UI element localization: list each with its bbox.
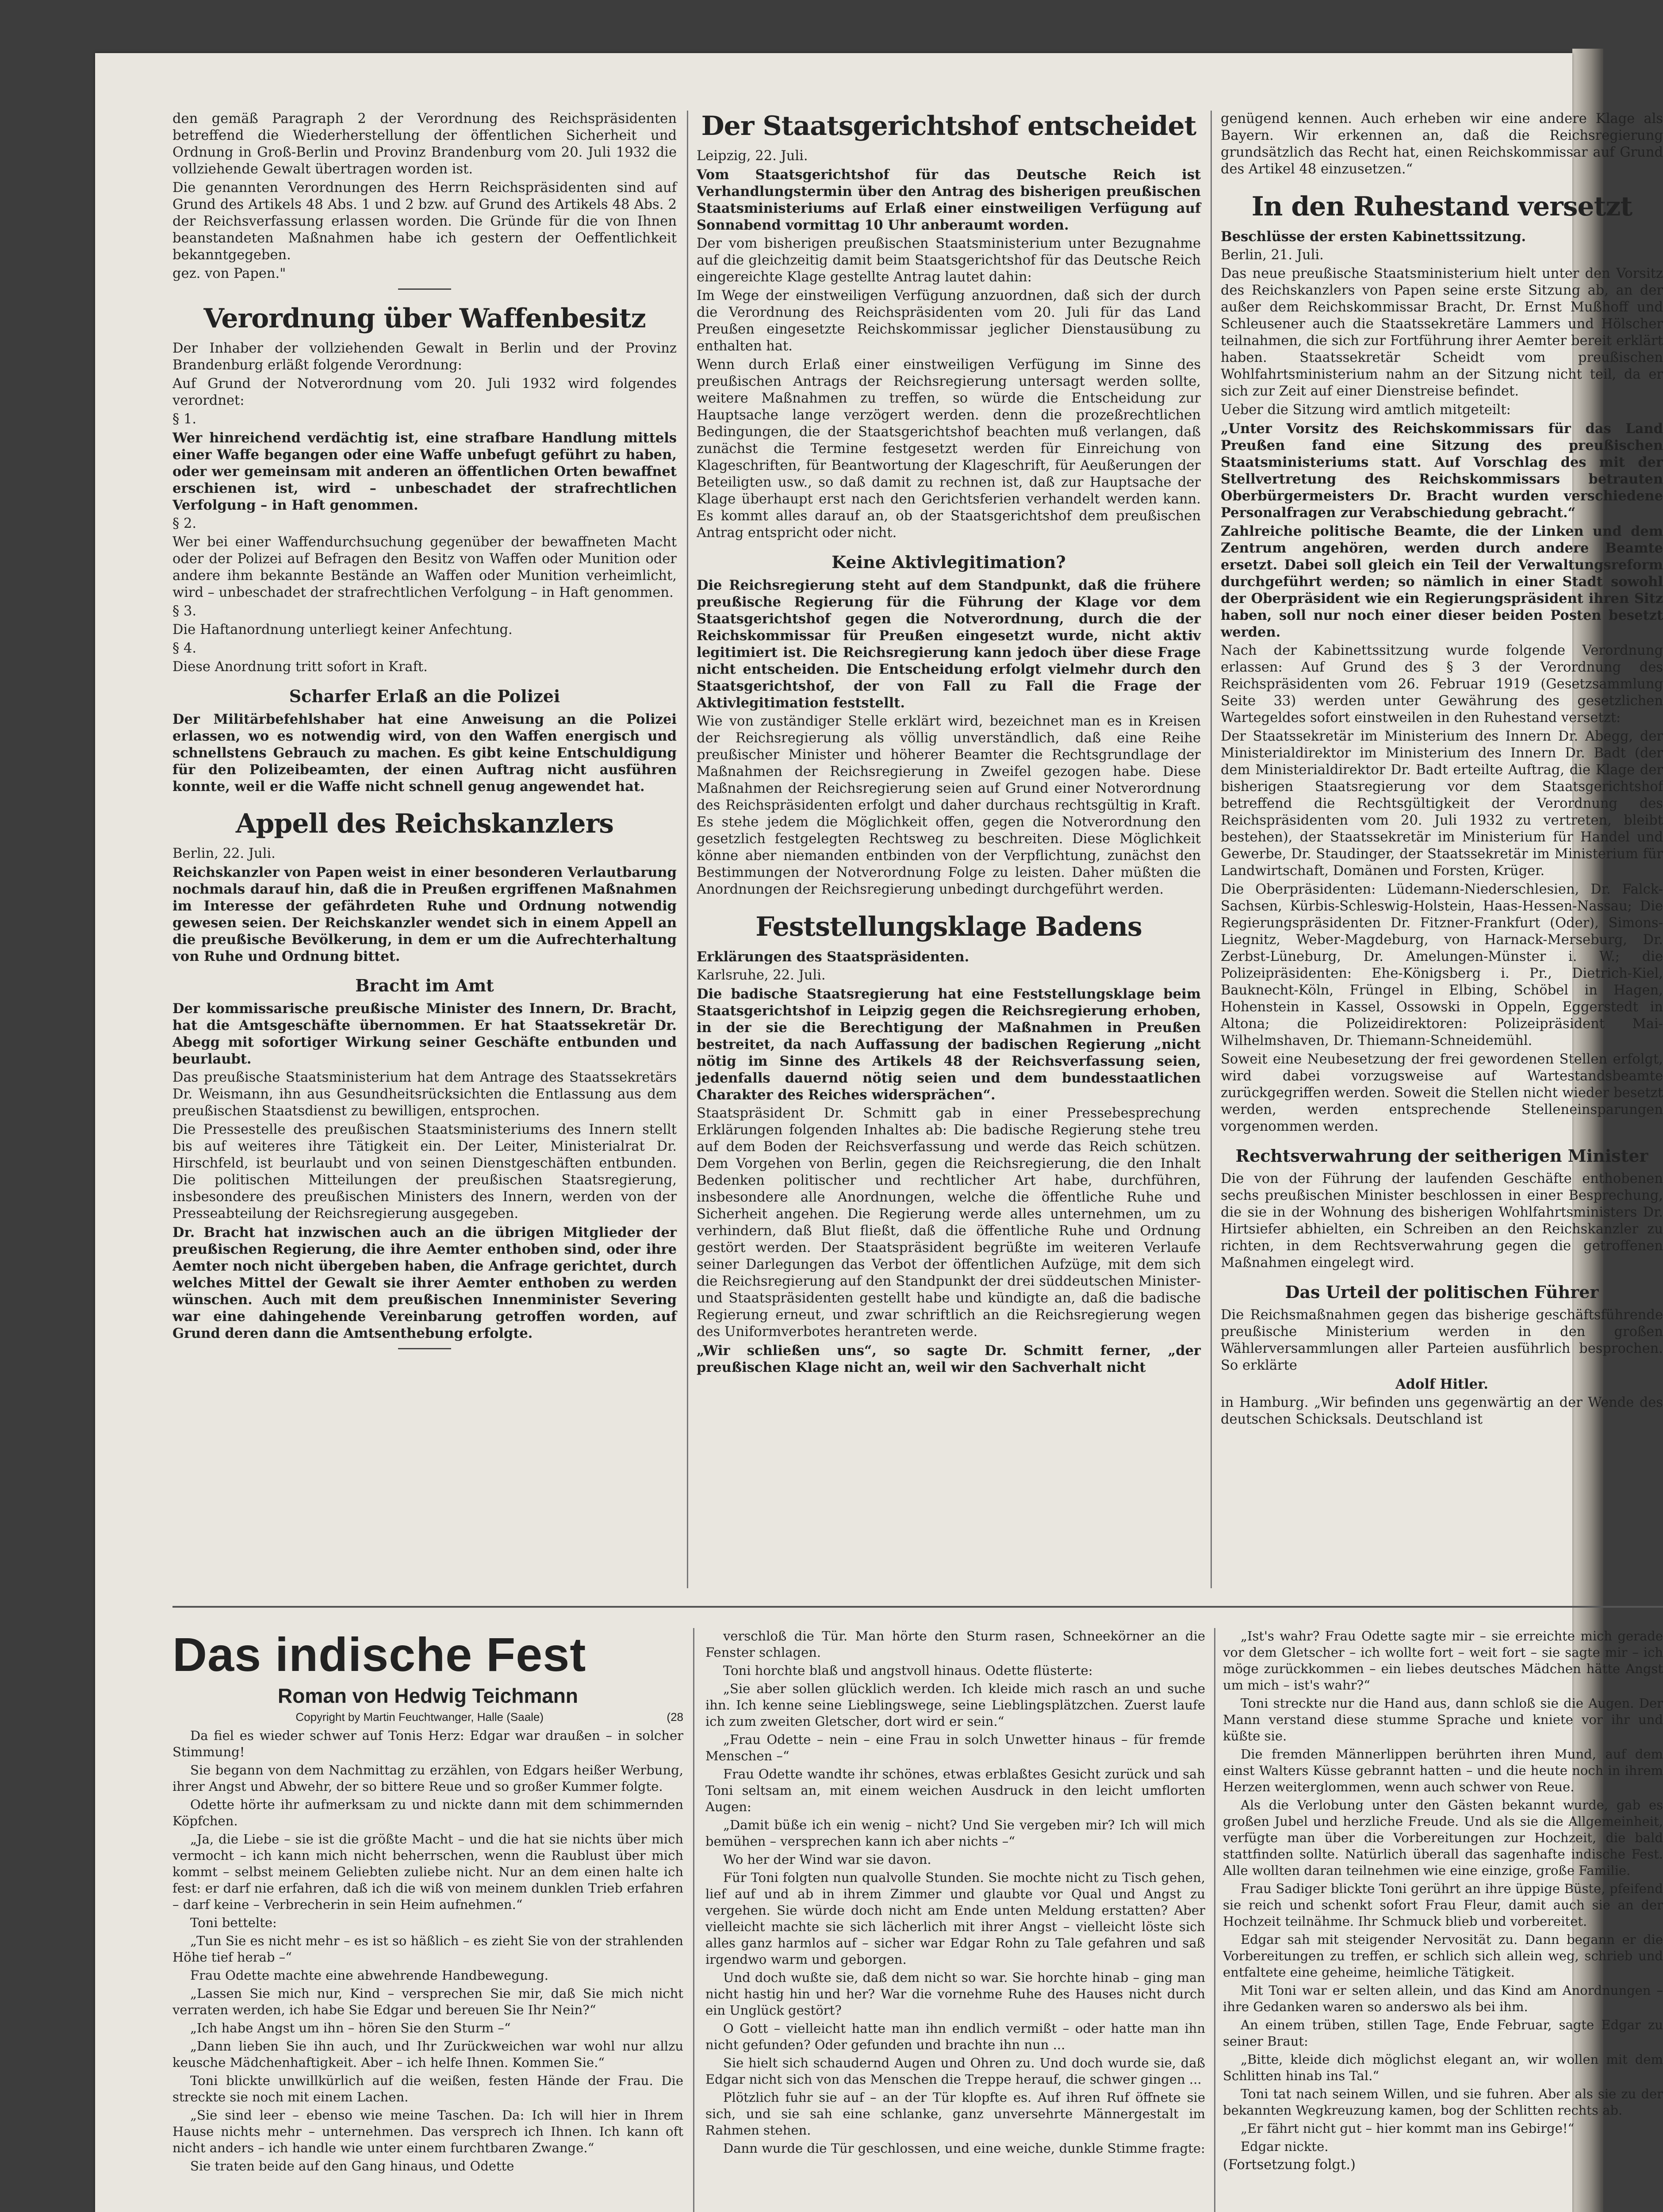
headline: Keine Aktivlegitimation? [832, 552, 1066, 572]
headline: Das Urteil der politischen Führer [1285, 1282, 1599, 1302]
paragraph: Wer bei einer Waffendurchsuchung gegenüber der bewaffneten Macht oder der Polizei auf Befragen den Besitz von Waffen oder Munition oder andere ihm bekannte Bestände an Waffen oder Munition verheimlicht, wird – unbeschadet der strafrechtlichen Verfolgung – in Haft genommen. [172, 534, 677, 600]
novel-paragraph: Toni bettelte: [190, 1915, 277, 1930]
novel-author: Roman von Hedwig Teichmann [278, 1684, 578, 1707]
section-mark: § 3. [172, 603, 197, 619]
novel-paragraph: Toni blickte unwillkürlich auf die weißen, festen Hände der Frau. Die streckte sie noch mit einem Lachen. [172, 2073, 683, 2104]
continuation-note: (Fortsetzung folgt.) [1223, 2157, 1356, 2173]
column-2 [697, 111, 1201, 1601]
paragraph: Nach der Kabinettssitzung wurde folgende Verordnung erlassen: Auf Grund des § 3 der Verordnung des Reichspräsidenten vom 26. Februar 1919 (Gesetzsammlung Seite 33) werden unter Gewährung des gesetzlichen Wartegeldes sofort einstweilen in den Ruhestand versetzt: [1221, 643, 1663, 726]
novel-paragraph: Sie hielt sich schaudernd Augen und Ohren zu. Und doch wurde sie, daß Edgar nicht sich von das Menschen die Treppe herauf, die schwer gingen ... [705, 2055, 1205, 2087]
paragraph: Die badische Staatsregierung hat eine Feststellungsklage beim Staatsgerichtshof in Leipzig gegen die Reichsregierung erhoben, in der sie die Berechtigung der Maßnahmen in Preußen bestreitet, da nach Auffassung der badischen Regierung „nicht nötig im Sinne des Artikels 48 der Reichsverfassung seien, jedenfalls dauernd nötig seien und dem bundesstaatlichen Charakter des Reiches widersprächen“. [697, 986, 1201, 1103]
dateline: Berlin, 21. Juli. [1221, 247, 1324, 263]
paragraph: Dr. Bracht hat inzwischen auch an die übrigen Mitglieder der preußischen Regierung, die ihre Aemter enthoben sind, oder ihre Aemter noch nicht übergeben haben, die Anfrage gerichtet, durch welches Mittel der Gewalt sie ihrer Aemter enthoben zu werden wünschen. Auch mit dem preußischen Innenminister Severing war eine dahingehende Vereinbarung getroffen worden, auf Grund deren dann die Amtsenthebung erfolgte. [172, 1225, 677, 1341]
novel-paragraph: Als die Verlobung unter den Gästen bekannt wurde, gab es großen Jubel und herzliche Freude. Und als sie die Allgemeinheit, verfügte man über die Vorbereitungen zur Hochzeit, die bald stattfinden sollte. Natürlich überall das sagenhafte indische Fest. Alle wollten daran teilnehmen wie eine einzige, große Familie. [1223, 1797, 1663, 1878]
novel-paragraph: „Dann lieben Sie ihn auch, und Ihr Zurückweichen war wohl nur allzu keusche Mädchenhaftigkeit. Aber – ich helfe Ihnen. Kommen Sie.“ [172, 2039, 683, 2070]
novel-paragraph: Und doch wußte sie, daß dem nicht so war. Sie horchte hinab – ging man nicht hastig hin und her? War die vornehme Ruhe des Hauses nicht durch ein Unglück gestört? [705, 1970, 1205, 2018]
paragraph: in Hamburg. „Wir befinden uns gegenwärtig an der Wende des deutschen Schicksals. Deutschland ist [1221, 1395, 1663, 1427]
paragraph: Der Inhaber der vollziehenden Gewalt in Berlin und der Provinz Brandenburg erläßt folgende Verordnung: [172, 341, 677, 373]
signature: gez. von Papen." [172, 266, 286, 281]
separator [398, 288, 451, 290]
novel-paragraph: „Frau Odette – nein – eine Frau in solch Unwetter hinaus – für fremde Menschen –“ [705, 1732, 1205, 1763]
paragraph: Der Militärbefehlshaber hat eine Anweisung an die Polizei erlassen, wo es notwendig wird, von den Waffen energisch und schnellstens Gebrauch zu machen. Es gibt keine Entschuldigung für den Polizeibeamten, der einen Auftrag nicht ausführen konnte, weil er die Waffe nicht schnell genug angewendet hat. [172, 711, 677, 795]
headline: Rechtsverwahrung der seitherigen Minister [1235, 1146, 1648, 1166]
paragraph: Wie von zuständiger Stelle erklärt wird, bezeichnet man es in Kreisen der Reichsregierung als völlig unverständlich, daß eine Reihe preußischer Minister und höherer Beamter die Rechtsgrundlage der Maßnahmen der Reichsregierung in Zweifel gezogen habe. Diese Maßnahmen der Reichsregierung seien auf Grund einer Notverordnung des Reichspräsidenten erfolgt und daher durchaus rechtsgültig in Kraft. Es stehe jedem die Möglichkeit offen, gegen die Notverordnung den gesetzlich festgelegten Rechtsweg zu beschreiten. Diese Möglichkeit könne aber niemanden entbinden von der Verpflichtung, zunächst den Bestimmungen der Notverordnung Folge zu leisten. Daher müßten die Anordnungen der Reichsregierung unbedingt durchgeführt werden. [697, 714, 1201, 897]
section-mark: § 4. [172, 641, 197, 656]
paragraph: Der kommissarische preußische Minister des Innern, Dr. Bracht, hat die Amtsgeschäfte übernommen. Er hat Staatssekretär Dr. Abegg mit sofortiger Wirkung seiner Geschäfte entbunden und beurlaubt. [172, 1001, 677, 1067]
paragraph: den gemäß Paragraph 2 der Verordnung des Reichspräsidenten betreffend die Wiederherstellung der öffentlichen Sicherheit und Ordnung in Groß-Berlin und Provinz Brandenburg vom 20. Juli 1932 die vollziehende Gewalt übertragen worden ist. [172, 111, 677, 177]
copyright-note: Copyright by Martin Feuchtwanger, Halle (Saale) (28 [295, 1710, 683, 1724]
headline: Feststellungsklage Badens [755, 911, 1142, 942]
paragraph: Der Staatssekretär im Ministerium des Innern Dr. Abegg, der Ministerialdirektor im Ministerium des Innern Dr. Badt (der dem Ministerialdirektor Dr. Badt erteilte Auftrag, die Klage der bisherigen Staatsregierung vor dem Staatsgerichtshof betreffend die Rechtsgültigkeit der Verordnung des Reichspräsidenten vom 20. Juli 1932 zu vertreten, bleibt bestehen), der Staatssekretär im Ministerium für Handel und Gewerbe, Dr. Staudinger, der Staatssekretär im Ministerium für Landwirtschaft, Domänen und Forsten, Krüger. [1221, 729, 1663, 879]
novel-paragraph: Edgar sah mit steigender Nervosität zu. Dann begann er die Vorbereitungen zu treffen, er schlich sich allein weg, schrieb und entfaltete eine geheime, heimliche Tätigkeit. [1223, 1932, 1663, 1980]
novel-paragraph: „Sie aber sollen glücklich werden. Ich kleide mich rasch an und suche ihn. Ich kenne seine Lieblingswege, seine Lieblingsplätzchen. Zuerst laufe ich zum zweiten Gletscher, dort wird er sein.“ [705, 1681, 1205, 1729]
paragraph: Die Pressestelle des preußischen Staatsministeriums des Innern stellt bis auf weiteres ihre Tätigkeit ein. Der Leiter, Ministerialrat Dr. Hirschfeld, ist beurlaubt und von seinen Dienstgeschäften entbunden. Die politischen Mitteilungen der preußischen Staatsregierung, insbesondere des preußischen Ministers des Innern, werden von der Presseabteilung der Reichsregierung ausgegeben. [172, 1122, 677, 1221]
paragraph: „Wir schließen uns“, so sagte Dr. Schmitt ferner, „der preußischen Klage nicht an, weil wir den Sachverhalt nicht [697, 1343, 1201, 1375]
novel-column-3 [1223, 1628, 1663, 2212]
novel-paragraph: An einem trüben, stillen Tage, Ende Februar, sagte Edgar zu seiner Braut: [1223, 2017, 1663, 2049]
subheadline: Beschlüsse der ersten Kabinettssitzung. [1221, 229, 1526, 245]
novel-paragraph: Frau Odette machte eine abwehrende Handbewegung. [190, 1968, 548, 1983]
paragraph: Die Oberpräsidenten: Lüdemann-Niederschlesien, Dr. Falck-Sachsen, Kürbis-Schleswig-Holstein, Haas-Hessen-Nassau; Die Regierungspräsidenten Dr. Fitzner-Frankfurt (Oder), Simons-Liegnitz, Weber-Magdeburg, von Harnack-Merseburg, Dr. Zerbst-Lüneburg, Dr. Amelungen-Münster i. W.; die Polizeipräsidenten: Ehe-Königsberg i. Pr., Dietrich-Kiel, Bauknecht-Köln, Früngel in Elbing, Schöbel in Hagen, Hohenstein in Kassel, Ossowski in Oppeln, Eggerstedt in Altona; die Polizeidirektoren: Polizeipräsident Mai-Wilhelmshaven, Dr. Thiemann-Schneidemühl. [1221, 882, 1663, 1048]
column-3 [1221, 111, 1663, 1601]
novel-paragraph: Da fiel es wieder schwer auf Tonis Herz: Edgar war draußen – in solcher Stimmung! [172, 1728, 683, 1759]
paragraph: Die genannten Verordnungen des Herrn Reichspräsidenten sind auf Grund des Artikels 48 Abs. 1 und 2 bzw. auf Grund des Artikels 48 Abs. 2 der Reichsverfassung erlassen worden. Die Gründe für die von Ihnen beanstandeten Maßnahmen habe ich gestern der Oeffentlichkeit bekanntgegeben. [172, 180, 677, 263]
section-mark: § 2. [172, 516, 197, 531]
dateline: Leipzig, 22. Juli. [697, 148, 808, 164]
paragraph: genügend kennen. Auch erheben wir eine andere Klage als Bayern. Wir erkennen an, daß die Reichsregierung grundsätzlich das Recht hat, einen Reichskommissar auf Grund des Artikel 48 einzusetzen.“ [1221, 111, 1663, 177]
headline: Der Staatsgerichtshof entscheidet [701, 111, 1196, 142]
novel-paragraph: „Damit büße ich ein wenig – nicht? Und Sie vergeben mir? Ich will mich bemühen – versprechen kann ich aber nichts –“ [705, 1817, 1205, 1849]
dateline: Berlin, 22. Juli. [172, 846, 276, 861]
paragraph: Reichskanzler von Papen weist in einer besonderen Verlautbarung nochmals darauf hin, daß die in Preußen ergriffenen Maßnahmen im Interesse der gefährdeten Ruhe und Ordnung notwendig gewesen seien. Der Reichskanzler wendet sich in einem Appell an die preußische Bevölkerung, in dem er um die Aufrechterhaltung von Ruhe und Ordnung bittet. [172, 864, 677, 964]
novel-paragraph: „Ja, die Liebe – sie ist die größte Macht – und die hat sie nichts über mich vermocht – ich kann mich nicht beherrschen, wenn die Raublust über mich kommt – selbst meinem Geliebten zuliebe nicht. Nur an dem einen halte ich fest: er darf nie erfahren, daß ich die wiß von meinem dunklen Trieb erfahren – darf keine – Verbrecherin in sein Heim aufnehmen.“ [172, 1832, 683, 1912]
column-rule [687, 111, 688, 1588]
paragraph: Die von der Führung der laufenden Geschäfte enthobenen sechs preußischen Minister beschlossen in einer Besprechung, die sie in der Wohnung des bisherigen Wohlfahrtsministers Dr. Hirtsiefer abhielten, ein Schreiben an den Reichskanzler zu richten, in dem Rechtsverwahrung gegen die getroffenen Maßnahmen eingelegt wird. [1221, 1171, 1663, 1271]
novel-paragraph: Mit Toni war er selten allein, und das Kind am Anordnungen – ihre Gedanken waren so anderswo als bei ihm. [1223, 1983, 1663, 2014]
paragraph: Das neue preußische Staatsministerium hielt unter den Vorsitz des Reichskanzlers von Papen seine erste Sitzung ab, an der außer dem Reichskommissar Bracht, Dr. Ernst Mußhoff und Schleusener auch die Staatssekretäre Lammers und Hölscher teilnahmen, die sich zur Fortführung ihrer Aemter bereit erklärt haben. Staatssekretär Scheidt vom preußischen Wohlfahrtsministerium nahm an der Sitzung nicht teil, da er sich zur Zeit auf einer Dienstreise befindet. [1221, 266, 1663, 399]
novel-paragraph: „Lassen Sie mich nur, Kind – versprechen Sie mir, daß Sie mich nicht verraten werden, ich habe Sie Edgar und bereuen Sie Ihr Nein?“ [172, 1986, 683, 2017]
headline: Bracht im Amt [355, 975, 494, 995]
dateline: Karlsruhe, 22. Juli. [697, 968, 826, 983]
paragraph: Diese Anordnung tritt sofort in Kraft. [172, 659, 428, 675]
newspaper-page [95, 53, 1663, 2212]
separator [398, 1348, 451, 1349]
novel-column-1 [172, 1628, 683, 2212]
novel-paragraph: Für Toni folgten nun qualvolle Stunden. Sie mochte nicht zu Tisch gehen, lief auf und ab in ihrem Zimmer und glaubte vor Qual und Angst zu vergehen. Sie würde doch nicht am Ende unten Meldung erstatten? Aber vielleicht machte sie sich lächerlich mit ihrer Angst – vielleicht löste sich alles ganz harmlos auf – sicher war Edgar Rohn zu Tale gefahren und saß irgendwo warm und geborgen. [705, 1870, 1205, 1967]
novel-paragraph: Edgar nickte. [1241, 2139, 1329, 2154]
novel-paragraph: Frau Sadiger blickte Toni gerührt an ihre üppige Büste, pfeifend sie reich und schenkt sofort Frau Fleur, damit auch sie an der Hochzeit teilnähme. Ihr Schmuck blieb und vorbereitet. [1223, 1881, 1663, 1929]
novel-paragraph: verschloß die Tür. Man hörte den Sturm rasen, Schneekörner an die Fenster schlagen. [705, 1628, 1205, 1660]
paragraph: Staatspräsident Dr. Schmitt gab in einer Pressebesprechung Erklärungen folgenden Inhaltes ab: Die badische Regierung stehe treu auf dem Boden der Reichsverfassung und werde das Reich schützen. Dem Vorgehen von Berlin, gegen die Reichsregierung, die den Inhalt Bedenken politischer und rechtlicher Art habe, durchführen, insbesondere alle Anordnungen, welche die öffentliche Ruhe und Sicherheit angehen. Die Regierung werde alles unternehmen, um zu verhindern, daß Blut fließt, daß die öffentliche Ruhe und Ordnung gestört werden. Der Staatspräsident begrüßte im weiteren Verlaufe seiner Darlegungen das Verbot der öffentlichen Aufzüge, mit dem sich die Reichsregierung auf den Standpunkt der drei süddeutschen Minister- und Staatspräsidenten gestellt habe und kündigte an, daß die badische Regierung erneut, und zwar schriftlich an die Reichsregierung wegen des Uniformverbotes herantreten werde. [697, 1106, 1201, 1340]
paragraph: Die Reichsregierung steht auf dem Standpunkt, daß die frühere preußische Regierung für die Führung der Klage vor dem Staatsgerichtshof gegen die Notverordnung, durch die der Reichskommissar für Preußen eingesetzt wurde, nicht aktiv legitimiert ist. Die Reichsregierung kann jedoch über diese Frage nicht entscheiden. Die Entscheidung erfolgt vielmehr durch den Staatsgerichtshof, der von Fall zu Fall die Frage der Aktivlegitimation feststellt. [697, 577, 1201, 711]
section-mark: § 1. [172, 411, 197, 427]
subheadline: Erklärungen des Staatspräsidenten. [697, 949, 969, 965]
novel-paragraph: O Gott – vielleicht hatte man ihn endlich vermißt – oder hatte man ihn nicht gefunden? Oder gefunden und brachte ihn nun ... [705, 2021, 1205, 2052]
headline: Scharfer Erlaß an die Polizei [289, 686, 560, 706]
novel-paragraph: Toni streckte nur die Hand aus, dann schloß sie die Augen. Der Mann verstand diese stumme Sprache und kniete vor ihr und küßte sie. [1223, 1696, 1663, 1743]
paragraph: Soweit eine Neubesetzung der frei gewordenen Stellen erfolgt, wird dabei vorzugsweise auf Wartestandsbeamte zurückgegriffen werden. Soweit die Stellen nicht wieder besetzt werden, werden entsprechende Stelleneinsparungen vorgenommen werden. [1221, 1052, 1663, 1134]
paragraph: Wenn durch Erlaß einer einstweiligen Verfügung im Sinne des preußischen Antrags der Reichsregierung untersagt werden sollte, weitere Maßnahmen zu treffen, so würde die Entscheidung zur Hauptsache lange verzögert werden. denn die prozeßrechtlichen Bedingungen, die der Staatsgerichtshof beachten muß verlangen, daß zunächst die Termine festgesetzt werden für Einreichung von Klageschriften, für Beantwortung der Klageschrift, für Aeußerungen der Beteiligten usw., so daß damit zu rechnen ist, daß zur Hauptsache der Klage überhaupt erst nach den Gerichtsferien verhandelt werden kann. Es kommt alles darauf an, ob der Staatsgerichtshof dem preußischen Antrag entspricht oder nicht. [697, 357, 1201, 541]
speaker-name: Adolf Hitler. [1395, 1376, 1489, 1392]
column-1 [172, 111, 677, 1601]
novel-paragraph: „Tun Sie es nicht mehr – es ist so häßlich – es zieht Sie von der strahlenden Höhe tief herab –“ [172, 1933, 683, 1965]
novel-paragraph: Wo her der Wind war sie davon. [723, 1852, 931, 1867]
paragraph: Die Reichsmaßnahmen gegen das bisherige geschäftsführende preußische Ministerium werden in den großen Wählerversammlungen aller Parteien ausführlich besprochen. So erklärte [1221, 1307, 1663, 1373]
novel-paragraph: Die fremden Männerlippen berührten ihren Mund, auf dem einst Walters Küsse gebrannt hatten – und die heute noch in ihrem Herzen weiterglommen, wenn auch schwer von Reue. [1223, 1747, 1663, 1794]
paragraph: Wer hinreichend verdächtig ist, eine strafbare Handlung mittels einer Waffe begangen oder eine Waffe unbefugt geführt zu haben, oder wer gemeinsam mit anderen an öffentlichen Orten bewaffnet erschienen ist, wird – unbeschadet der strafrechtlichen Verfolgung – in Haft genommen. [172, 430, 677, 513]
paragraph: Der vom bisherigen preußischen Staatsministerium unter Bezugnahme auf die gleichzeitig damit beim Staatsgerichtshof für das Deutsche Reich eingereichte Klage gestellte Antrag lautet dahin: [697, 236, 1201, 285]
novel-paragraph: „Sie sind leer – ebenso wie meine Taschen. Da: Ich will hier in Ihrem Hause nichts mehr – unternehmen. Das versprech ich Ihnen. Ich kann oft nicht anders – ich handle wie unter einem furchtbaren Zwange.“ [172, 2108, 683, 2155]
novel-paragraph: Odette hörte ihr aufmerksam zu und nickte dann mit dem schimmernden Köpfchen. [172, 1797, 683, 1828]
novel-paragraph: Sie begann von dem Nachmittag zu erzählen, von Edgars heißer Werbung, ihrer Angst und Abwehr, der so bittere Reue und so großer Kummer folgte. [172, 1763, 683, 1794]
novel-paragraph: Plötzlich fuhr sie auf – an der Tür klopfte es. Auf ihren Ruf öffnete sie sich, und sie sah eine schlanke, ganz unversehrte Männergestalt im Rahmen stehen. [705, 2090, 1205, 2138]
paragraph: Ueber die Sitzung wird amtlich mitgeteilt: [1221, 402, 1511, 418]
headline: Verordnung über Waffenbesitz [203, 303, 646, 334]
novel-column-2 [705, 1628, 1205, 2212]
novel-paragraph: Toni horchte blaß und angstvoll hinaus. Odette flüsterte: [723, 1663, 1093, 1678]
novel-paragraph: „Er fährt nicht gut – hier kommt man ins Gebirge!“ [1241, 2121, 1575, 2136]
novel-paragraph: Frau Odette wandte ihr schönes, etwas erblaßtes Gesicht zurück und sah Toni seltsam an, mit einem weichen Ausdruck in den leicht umflorten Augen: [705, 1767, 1205, 1814]
paragraph: Das preußische Staatsministerium hat dem Antrage des Staatssekretärs Dr. Weismann, ihn aus Gesundheitsrücksichten die Entlassung aus dem preußischen Staatsdienst zu bewilligen, entsprochen. [172, 1070, 677, 1119]
novel-paragraph: Dann wurde die Tür geschlossen, und eine weiche, dunkle Stimme fragte: [723, 2141, 1205, 2156]
instalment-number: 28 [671, 1710, 683, 1724]
column-rule [1211, 111, 1212, 1588]
paragraph: Zahlreiche politische Beamte, die der Linken und dem Zentrum angehören, werden durch andere Beamte ersetzt. Dabei soll gleich ein Teil der Verwaltungsreform durchgeführt werden; so nämlich in einer Stadt sowohl der Oberpräsident wie ein Regierungspräsident ihren Sitz haben, soll nur noch einer dieser beiden Posten besetzt werden. [1221, 523, 1663, 640]
paragraph: Auf Grund der Notverordnung vom 20. Juli 1932 wird folgendes verordnet: [172, 376, 677, 408]
novel-paragraph: Sie traten beide auf den Gang hinaus, und Odette [190, 2158, 514, 2174]
novel-title: Das indische Fest [172, 1628, 586, 1681]
novel-paragraph: „Bitte, kleide dich möglichst elegant an, wir wollen mit dem Schlitten hinab ins Tal.“ [1223, 2052, 1663, 2083]
column-rule [1214, 1628, 1215, 2212]
paragraph: „Unter Vorsitz des Reichskommissars für das Land Preußen fand eine Sitzung des preußischen Staatsministeriums statt. Auf Vorschlag des mit der Stellvertretung des Reichskommissars betrauten Oberbürgermeisters Dr. Bracht wurden verschiedene Personalfragen zur Verabschiedung gebracht.“ [1221, 421, 1663, 521]
feuilleton-divider [172, 1606, 1663, 1608]
paragraph: Die Haftanordnung unterliegt keiner Anfechtung. [172, 622, 513, 637]
paragraph: Im Wege der einstweiligen Verfügung anzuordnen, daß sich der durch die Verordnung des Reichspräsidenten vom 20. Juli für das Land Preußen eingesetzte Reichskommissar jeglicher Dienstausübung zu enthalten hat. [697, 288, 1201, 354]
headline: Appell des Reichskanzlers [235, 808, 614, 839]
column-rule [693, 1628, 694, 2212]
paragraph: Vom Staatsgerichtshof für das Deutsche Reich ist Verhandlungstermin über den Antrag des bisherigen preußischen Staatsministeriums auf Erlaß einer einstweiligen Verfügung auf Sonnabend vormittag 10 Uhr anberaumt worden. [697, 167, 1201, 233]
novel-paragraph: Toni tat nach seinem Willen, und sie fuhren. Aber als sie zu der bekannten Wegkreuzung kamen, bog der Schlitten rechts ab. [1223, 2086, 1663, 2118]
novel-paragraph: „Ist's wahr? Frau Odette sagte mir – sie erreichte mich gerade vor dem Gletscher – ich wollte fort – weit fort – sie sagte mir – ich möge zurückkommen – ein liebes deutsches Mädchen hätte Angst um mich – ist's wahr?“ [1223, 1628, 1663, 1693]
novel-paragraph: „Ich habe Angst um ihn – hören Sie den Sturm –“ [190, 2020, 511, 2035]
headline: In den Ruhestand versetzt [1251, 191, 1632, 222]
